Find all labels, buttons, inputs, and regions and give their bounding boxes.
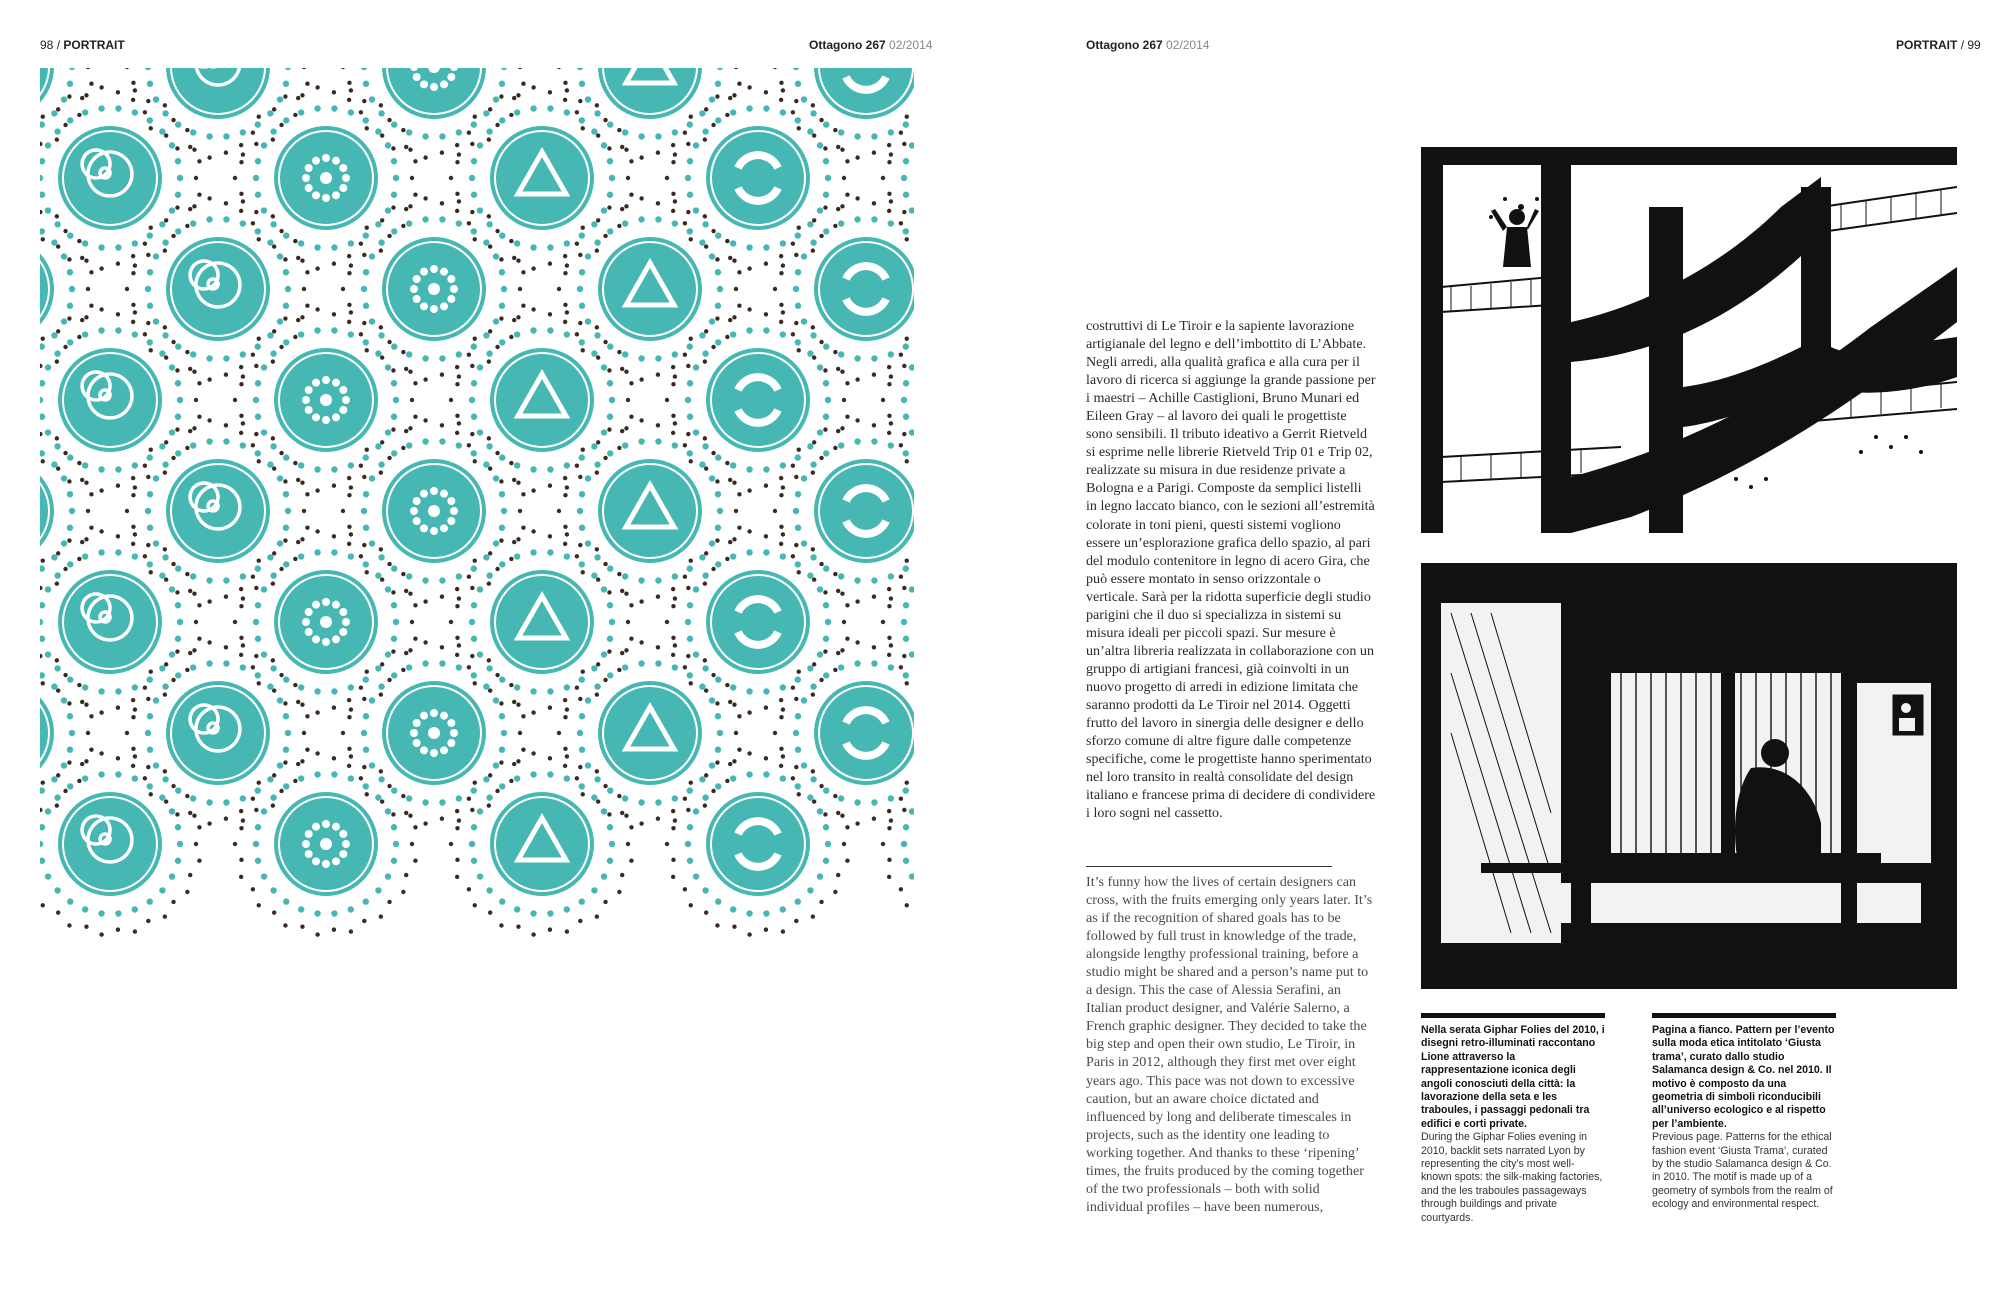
caption-italian: Pagina a fianco. Pattern per l’evento sulla moda etica intitolato ‘Giusta trama’, curato dallo studio Salamanca design & Co. nel 2010. Il motivo è composto da una geometria di simboli riconducibili all’universo ecologico e al rispetto per l’ambiente. xyxy=(1652,1024,1835,1130)
left-issue-date: 02/2014 xyxy=(889,38,933,52)
right-section-name: PORTRAIT xyxy=(1896,38,1958,52)
body-text-english: It’s funny how the lives of certain designers can cross, with the fruits emerging only years later. It’s as if the recognition of shared goals has to be followed by full trust in knowledge of the trade, alongside lengthy professional training, before a studio might be shared and a person’s name put to a design. This the case of Alessia Serafini, an Italian product designer, and Valérie Salerno, a French graphic designer. They decided to take the big step and open their own studio, Le Tiroir, in Paris in 2012, although they first met over eight years ago. This pace was not down to excessive caution, but an aware choice dictated and influenced by long and deliberate timescales in projects, such as the identity one leading to working together. And thanks to these ‘ripening’ times, the fruits produced by the coming together of the two professionals – both with solid individual profiles – have been numerous, xyxy=(1086,874,1373,1215)
caption-rule xyxy=(1421,1013,1605,1018)
right-issue-date: 02/2014 xyxy=(1166,38,1210,52)
left-issue-number: 267 xyxy=(865,38,886,52)
left-page-number: 98 xyxy=(40,38,54,52)
eco-symbols-pattern xyxy=(40,68,914,1274)
language-divider xyxy=(1086,866,1332,867)
right-magazine-name: Ottagono xyxy=(1086,38,1140,52)
paper-cut-illustration-silk-loom xyxy=(1421,563,1957,989)
right-folio: PORTRAIT / 99 xyxy=(1896,38,1981,52)
caption-pattern xyxy=(1652,1013,1836,1212)
caption-rule xyxy=(1652,1013,1836,1018)
left-folio: 98 / PORTRAIT xyxy=(40,38,125,52)
body-text-italian: costruttivi di Le Tiroir e la sapiente lavorazione artigianale del legno e dell’imbottito di L’Abbate. Negli arredi, alla qualità grafica e alla cura per il lavoro di ricerca si aggiunge la grande passione per i maestri – Achille Castiglioni, Bruno Munari ed Eileen Gray – al lavoro dei quali le progettiste sono sensibili. Il tributo ideativo a Gerrit Rietveld si esprime nelle librerie Rietveld Trip 01 e Trip 02, realizzate su misura in due residenze private a Bologna e a Parigi. Composte da semplici listelli in legno laccato bianco, con le sezioni all’estremità colorate in toni pieni, questi sistemi vogliono essere un’esplorazione grafica dello spazio, al pari del modulo contenitore in legno di acero Gira, che può essere montato in senso orizzontale o verticale. Sarà per la ridotta superficie degli studio parigini che il duo si specializza in sistemi su misura ideali per piccoli spazi. Sur mesure è un’altra libreria realizzata in collaborazione con un gruppo di artigiani francesi, già coinvolti in un nuovo progetto di arredi in edizione limitata che saranno prodotti da Le Tiroir nel 2014. Oggetti frutto del lavoro in sinergia delle designer e dello sforzo comune di altre figure dalle competenze specifiche, come le progettiste hanno sperimentato nel loro transito in realtà consolidate del design italiano e francese prima di decidere di condividere i loro sogni nel cassetto. xyxy=(1086,318,1376,822)
left-masthead xyxy=(809,38,932,52)
right-page-number: 99 xyxy=(1967,38,1981,52)
caption-italian: Nella serata Giphar Folies del 2010, i disegni retro-illuminati raccontano Lione attraverso la rappresentazione iconica degli angoli conosciuti della città: la lavorazione della seta e les traboules, i passaggi pedonali tra edifici e corti private. xyxy=(1421,1024,1605,1130)
caption-english: During the Giphar Folies evening in 2010, backlit sets narrated Lyon by representing the city’s most well-known spots: the silk-making factories, and the les traboules passageways through buildings and private courtyards. xyxy=(1421,1131,1603,1224)
caption-english: Previous page. Patterns for the ethical fashion event ‘Giusta Trama’, curated by the studio Salamanca design & Co. in 2010. The motif is made up of a geometry of symbols from the realm of ecology and environmental respect. xyxy=(1652,1131,1833,1211)
paper-cut-illustration-traboules xyxy=(1421,147,1957,533)
left-magazine-name: Ottagono xyxy=(809,38,863,52)
caption-lyon-illustrations xyxy=(1421,1013,1605,1225)
left-section-name: PORTRAIT xyxy=(63,38,125,52)
right-issue-number: 267 xyxy=(1142,38,1163,52)
right-masthead xyxy=(1086,38,1209,52)
